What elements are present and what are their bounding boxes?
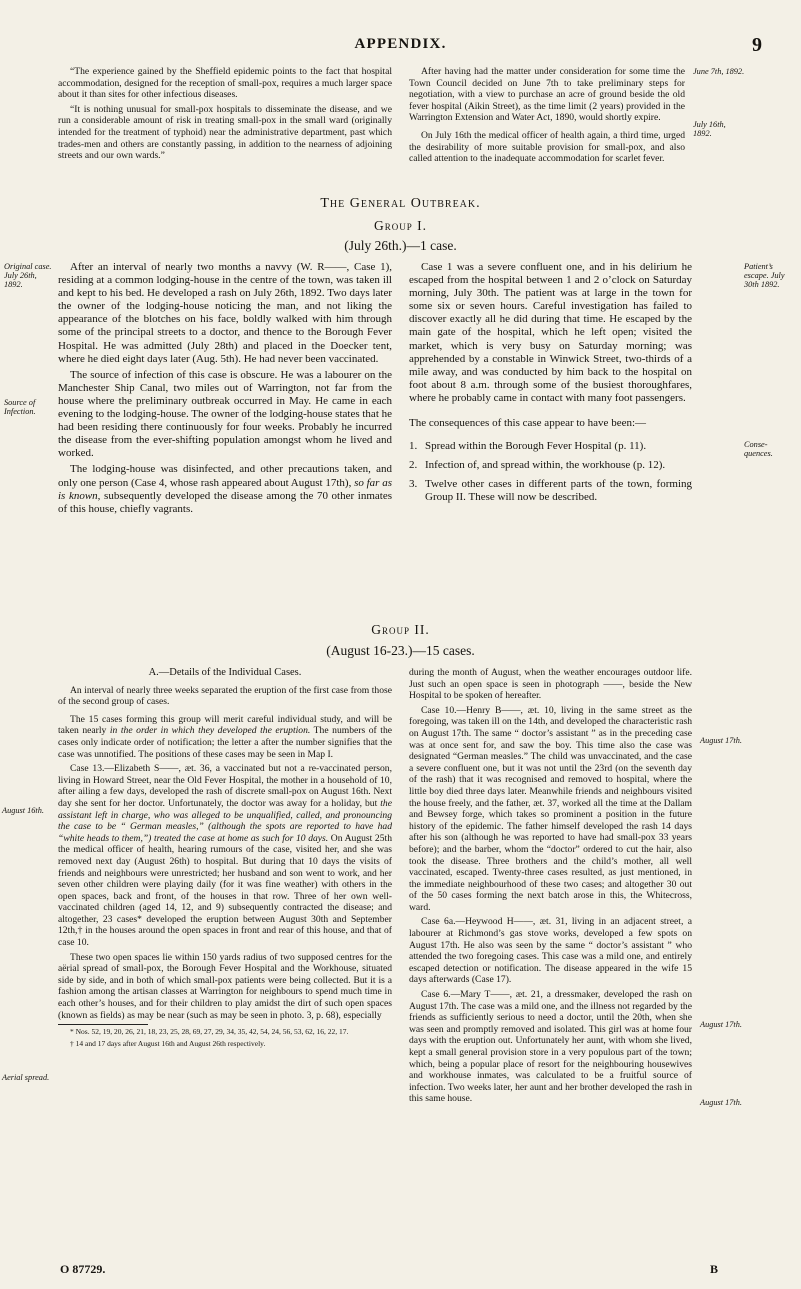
section-title: The General Outbreak.	[320, 196, 481, 211]
group-subtitle: (July 26th.)—1 case.	[344, 238, 457, 253]
margin-note: August 17th.	[700, 1098, 742, 1107]
group-title: Group I.	[373, 218, 427, 233]
intro-left-column	[58, 66, 392, 165]
group2-left-column	[58, 667, 392, 1051]
subheading: A.—Details of the Individual Cases.	[148, 667, 302, 678]
footnote: * Nos. 52, 19, 20, 26, 21, 18, 23, 25, 28, 69, 27, 29, 34, 35, 42, 54, 24, 56, 53, 62, 16, 22, 17.	[70, 1027, 349, 1037]
margin-note: Source of Infection.	[4, 398, 36, 417]
intro-right-column	[409, 66, 685, 168]
page-header	[0, 36, 801, 56]
group1-left-column	[58, 261, 392, 519]
group-subtitle: (August 16-23.)—15 cases.	[326, 643, 475, 658]
paragraph: during the month of August, when the weather encourages outdoor life. Just such an open space is seen in photograph ——, beside the New Hospital to be spoken of hereafter.	[409, 667, 692, 702]
list-item: 3. Twelve other cases in different parts of the town, forming Group II. These will now be described.	[409, 478, 692, 504]
margin-note: August 17th.	[700, 1020, 742, 1029]
paragraph: “The experience gained by the Sheffield epidemic points to the fact that hospital accommodation, designed for the reception of small-pox, requires a much larger space about it than sites for other infectious diseases.	[58, 66, 392, 101]
footnote-rule	[58, 1024, 148, 1025]
running-title: APPENDIX.	[354, 36, 447, 52]
list-item: 2. Infection of, and spread within, the workhouse (p. 12).	[409, 459, 666, 472]
footnote: † 14 and 17 days after August 16th and August 26th respectively.	[70, 1038, 266, 1048]
margin-note: June 7th, 1892.	[693, 67, 745, 76]
group1-right-column	[409, 261, 692, 511]
margin-note: Patient’s escape. July 30th 1892.	[744, 262, 785, 290]
footer-signature: O 87729.	[60, 1262, 106, 1276]
margin-note: Aerial spread.	[2, 1073, 50, 1082]
paragraph: The lodging-house was disinfected, and other precautions taken, and only one person (Case 4, whose rash appeared about August 17th), so far as is known, subsequently developed the disease among the 70 other inmates of this house, chiefly vagrants.	[58, 463, 392, 515]
list-item: 1. Spread within the Borough Fever Hospital (p. 11).	[409, 440, 647, 453]
paragraph: On July 16th the medical officer of health again, a third time, urged the desirability of more suitable provision for small-pox, and also called attention to the inadequate accommodation for scarlet fever.	[409, 129, 685, 165]
footer-signature-letter: B	[710, 1262, 719, 1276]
paragraph: Case 10.—Henry B——, æt. 10, living in the same street as the foregoing, was taken ill on the 14th, and developed the characteristic rash on August 17th. The same “ doctor’s assistant ” as in the preceding case was at once sent for, and saw the boy. This time also the case was designated “German measles.” The child was unvaccinated, and the case a severe confluent one, but it was not until the 23rd (on the seventh day of the rash) that it was recognised and removed to hospital, where the little boy died three days later. Meanwhile friends and neighbours visited the house freely, and the father, æt. 37, worked all the time at the Dallam and Bewsey forge, which takes so prominent a position in the future history of the epidemic. The father himself developed the rash 14 days after his son (although he was reported to have had small-pox 33 years before); and the barber, whom the “doctor” ordered to cut the hair, also took the disease. Three brothers and the child’s mother, all well vaccinated, escaped. Twenty-three cases resulted, as just mentioned, in the immediate neighbourhood of these two cases; and altogether 30 out of the 50 cases forming the next batch arose in this, the Whitecross, ward.	[409, 704, 692, 913]
paragraph: Case 6a.—Heywood H——, æt. 31, living in an adjacent street, a labourer at Richmond’s gas stove works, developed a few spots on August 17th. He also was seen by the same “ doctor’s assistant ” who attended the two foregoing cases. This case was a mild one, and entirely escaped detection or notification. The disease appeared in the wife 15 days afterwards (Case 17).	[409, 916, 692, 986]
paragraph: Case 6.—Mary T——, æt. 21, a dressmaker, developed the rash on August 17th. The case was a mild one, and the illness not regarded by the friends as sufficiently serious to need a doctor, until the 20th, when she was seen and promptly removed and isolated. This girl was at home four days with the eruption out. Unfortunately her aunt, with whom she lived, kept a small general provision store in a very populous part of the town; which, being a popular place of resort for the neighbouring housewives and workhouse inmates, was calculated to be a fruitful source of infection. Two weeks later, her aunt and her brother developed the rash in this same house.	[409, 989, 692, 1105]
paragraph: The 15 cases forming this group will merit careful individual study, and will be taken nearly in the order in which they developed the eruption. The numbers of the cases only indicate order of notification; the letter a after the number signifies that the case was unnotified. The positions of these cases may be seen in Map I.	[58, 713, 392, 760]
paragraph: These two open spaces lie within 150 yards radius of two supposed centres for the aërial spread of small-pox, the Borough Fever Hospital and the Workhouse, situated side by side, and in both of which small-pox patients were being collected. But it is a fashion among the artisan classes at Warrington for neighbours to spend much time in each other’s houses, and for their children to play amidst the dirt of such open spaces (known as fields) as may be near (such as may be seen in photo. 3, p. 68), especially	[58, 951, 392, 1021]
consequences-list	[409, 440, 692, 504]
margin-note: Original case. July 26th, 1892.	[4, 262, 52, 290]
group2-right-column	[409, 667, 692, 1108]
consequences-intro: The consequences of this case appear to have been:—	[409, 417, 647, 430]
margin-note: August 16th.	[2, 806, 44, 815]
paragraph: An interval of nearly three weeks separated the eruption of the first case from those of the second group of cases.	[58, 684, 392, 708]
page-number: 9	[752, 34, 762, 56]
margin-note: August 17th.	[700, 736, 742, 745]
paragraph: After having had the matter under consideration for some time the Town Council decided on June 7th to take preliminary steps for negotiation, with a view to purchase an acre of ground beside the old fever hospital (Aikin Street), as the time limit (2 years) provided in the Warrington Extension and Water Act, 1890, would shortly expire.	[409, 66, 685, 124]
paragraph: “It is nothing unusual for small-pox hospitals to disseminate the disease, and we run a considerable amount of risk in treating small-pox in the small ward (originally intended for the treatment of typhoid) near the administrative department, past which trades-men and others are constantly passing, in addition to the nearness of adjoining streets and our own wards.”	[58, 103, 392, 162]
group-title: Group II.	[371, 622, 430, 637]
paragraph: After an interval of nearly two months a navvy (W. R——, Case 1), residing at a common lodging-house in the centre of the town, was taken ill and kept to his bed. He developed a rash on July 26th, 1892. Two days later the owner of the lodging-house noticing the man, and not liking the appearance of the blotches on his face, boldly walked with him through some of the principal streets to a doctor, and thence to the Borough Fever Hospital. He was admitted (July 28th) and placed in the Doecker tent, where he died eight days later (Aug. 5th). He had never been vaccinated.	[58, 261, 392, 365]
paragraph: Case 1 was a severe confluent one, and in his delirium he escaped from the hospital between 1 and 2 o’clock on Saturday morning, July 30th. The patient was at large in the town for some six or seven hours. Careful investigation has failed to discover exactly all he did during that time. He escaped by the main gate of the hospital, which he left open; visited the market, which is very busy on Saturday morning; was apprehended by a constable in Winwick Street, two-thirds of a mile away, and was conducted by him back to the hospital on foot about 8 a.m. through some of the busiest thoroughfares, where he probably came in contact with many foot passengers.	[409, 261, 692, 404]
paragraph: Case 13.—Elizabeth S——, æt. 36, a vaccinated but not a re-vaccinated person, living in Howard Street, near the Old Fever Hospital, the mother in a household of 10, after ailing a few days, developed the rash of discrete small-pox on August 16th. Next day she sent for her doctor. Unfortunately, the doctor was away for a holiday, but the assistant left in charge, who was alleged to be unqualified, called, and pronouncing the case to be “ German measles,” (although the spots are reported to have had “white heads to them,”) treated the case at home as such for 10 days. On August 25th the medical officer of health, hearing rumours of the case, visited her, and she was removed next day (August 26th) to hospital. But during that 10 days the visits of friends and neighbours were unrestricted; her husband and son went to work, and her seven other children were playing daily (for it was fine weather) with others in the open spaces, back and front, of the houses in that row. Three of her own well-vaccinated children (aged 14, 12, and 9) subsequently contracted the disease; and altogether, 23 cases* developed the eruption between August 30th and September 12th,† in the houses around the open spaces in front and rear of this house, and that of case 10.	[58, 763, 392, 949]
margin-note: July 16th, 1892.	[693, 120, 726, 139]
margin-note: Conse-quences.	[744, 440, 773, 459]
paragraph: The source of infection of this case is obscure. He was a labourer on the Manchester Ship Canal, two miles out of Warrington, not far from the house where the preliminary outbreak occurred in May. He came in each evening to the lodging-house. The owner of the lodging-house states that he had been residing there continuously for four weeks. Probably he incurred the disease from the ever-shifting population amongst whom he lived and worked.	[58, 368, 393, 460]
